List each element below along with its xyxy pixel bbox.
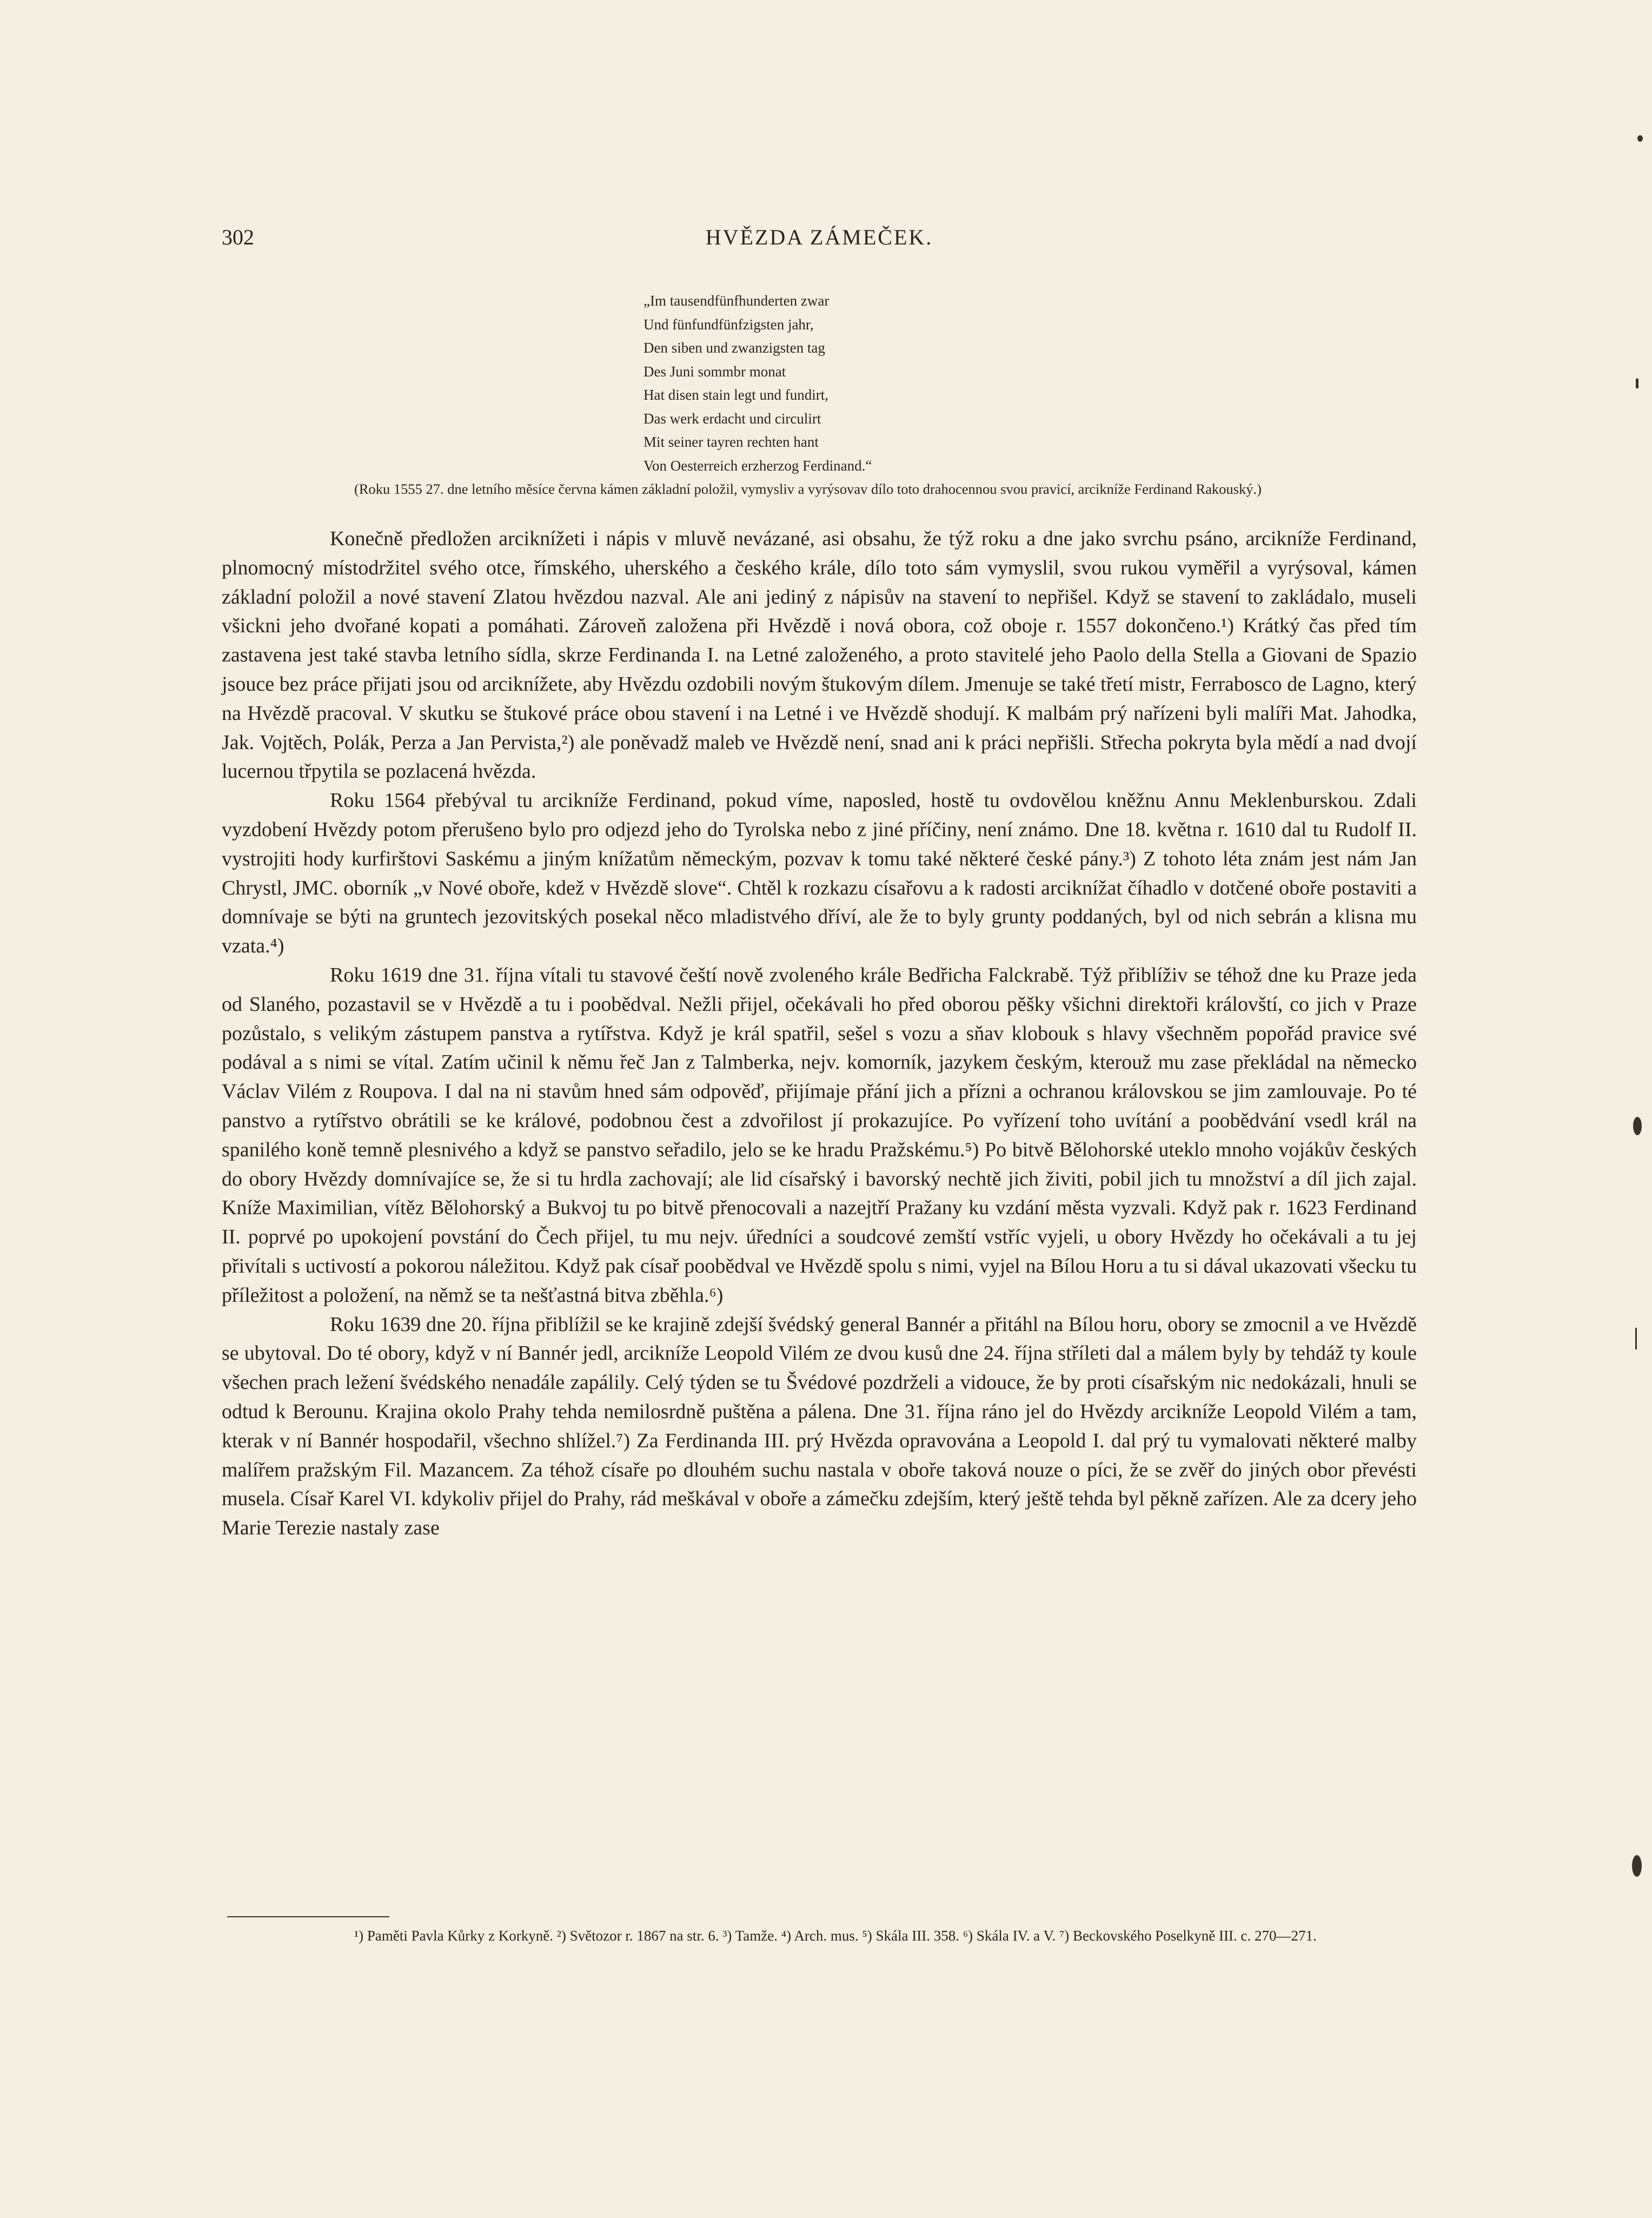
body-text <box>222 525 1417 1543</box>
paragraph: Konečně předložen arciknížeti i nápis v mluvě nevázané, asi obsahu, že týž roku a dne jako svrchu psáno, arcikníže Ferdinand, plnomocný místodržitel svého otce, římského, uherského a českého krále, dílo toto sám vymyslil, svou rukou vyměřil a vyrýsoval, kámen základní položil a nové stavení Zlatou hvězdou nazval. Ale ani jediný z nápisův na stavení to nepřišel. Když se stavení to zakládalo, museli všickni jeho dvořané kopati a pomáhati. Zároveň založena při Hvězdě i nová obora, což oboje r. 1557 dokončeno.¹) Krátký čas před tím zastavena jest také stavba letního sídla, skrze Ferdinanda I. na Letné založeného, a proto stavitelé jeho Paolo della Stella a Giovani de Spazio jsouce bez práce přijati jsou od arciknížete, aby Hvězdu ozdobili novým štukovým dílem. Jmenuje se také třetí mistr, Ferrabosco de Lagno, který na Hvězdě pracoval. V skutku se štukové práce obou stavení i na Letné i ve Hvězdě shodují. K malbám prý nařízeni byli malíři Mat. Jahodka, Jak. Vojtěch, Polák, Perza a Jan Pervista,²) ale poněvadž maleb ve Hvězdě není, snad ani k práci nepřišli. Střecha pokryta byla mědí a nad dvojí lucernou třpytila se pozlacená hvězda. <box>222 527 1417 783</box>
german-inscription-poem <box>643 289 1130 478</box>
paragraph: Roku 1564 přebýval tu arcikníže Ferdinand, pokud víme, naposled, hostě tu ovdovělou kněžnu Annu Meklenburskou. Zdali vyzdobení Hvězdy potom přerušeno bylo pro odjezd jeho do Tyrolska nebo z jiné příčiny, není známo. Dne 18. května r. 1610 dal tu Rudolf II. vystrojiti hody kurfirštovi Saskému a jiným knížatům německým, pozvav k tomu také některé české pány.³) Z tohoto léta znám jest nám Jan Chrystl, JMC. oborník „v Nové oboře, kdež v Hvězdě slove“. Chtěl k rozkazu císařovu a k radosti arciknížat číhadlo v dotčené oboře postaviti a domnívaje se býti na gruntech jezovitských posekal něco mladistvého dříví, ale že to byly grunty poddaných, byl od nich sebrán a klisna mu vzata.⁴) <box>222 789 1417 958</box>
poem-line: Von Oesterreich erzherzog Ferdinand.“ <box>643 457 872 474</box>
footnotes: ¹) Paměti Pavla Kůrky z Korkyně. ²) Světozor r. 1867 na str. 6. ³) Tamže. ⁴) Arch. mus. ⁵) Skála III. 358. ⁶) Skála IV. a V. ⁷) Beckovského Poselkyně III. c. 270—271. <box>354 1928 1317 1944</box>
poem-line: Das werk erdacht und circulirt <box>643 410 821 427</box>
page-number: 302 <box>222 225 254 249</box>
poem-line: Mit seiner tayren rechten hant <box>643 434 819 450</box>
inscription-translation: (Roku 1555 27. dne letního měsíce června kámen základní položil, vymysliv a vyrýsovav dílo toto drahocennou svou pravicí, arcikníže Ferdinand Rakouský.) <box>354 481 1262 497</box>
poem-line: Des Juni sommbr monat <box>643 363 786 380</box>
paragraph: Roku 1639 dne 20. října přiblížil se ke krajině zdejší švédský general Bannér a přitáhl na Bílou horu, obory se zmocnil a ve Hvězdě se ubytoval. Do té obory, když v ní Bannér jedl, arcikníže Leopold Vilém ze dvou kusů dne 24. října stříleti dal a málem byly by tehdáž ty koule všechen prach ležení švédského nenadále zapálily. Celý týden se tu Švédové pozdrželi a vidouce, že by proti císařským nic nedokázali, hnuli se odtud k Berounu. Krajina okolo Prahy tehda nemilosrdně puštěna a pálena. Dne 31. října ráno jel do Hvězdy arcikníže Leopold Vilém a tam, kterak v ní Bannér hospodařil, všechno shlížel.⁷) Za Ferdinanda III. prý Hvězda opravována a Leopold I. dal prý tu vymalovati některé malby malířem pražským Fil. Mazancem. Za téhož císaře po dlouhém suchu nastala v oboře taková nouze o píci, že se zvěř do jiných obor převésti musela. Císař Karel VI. kdykoliv přijel do Prahy, rád meškával v oboře a zámečku zdejším, který ještě tehda byl pěkně zařízen. Ale za dcery jeho Marie Terezie nastaly zase <box>222 1313 1417 1540</box>
margin-speck <box>1633 1117 1642 1135</box>
paragraph: Roku 1619 dne 31. října vítali tu stavové čeští nově zvoleného krále Bedřicha Falckrabě. Týž přiblíživ se téhož dne ku Praze jeda od Slaného, pozastavil se v Hvězdě a tu i poobědval. Nežli přijel, očekávali ho před oborou pěšky všichni direktoři královští, co jich v Praze pozůstalo, s velikým zástupem panstva a rytířstva. Když je král spatřil, sešel s vozu a sňav klobouk s hlavy všechněm popořád pravice své podával a s nimi se vítal. Zatím učinil k němu řeč Jan z Talmberka, nejv. komorník, jazykem českým, kterouž mu zase překládal na německo Václav Vilém z Roupova. I dal na ni stavům hned sám odpověď, přijímaje přání jich a přízni a ochranou královskou se jim zamlouvaje. Po té panstvo a rytířstvo obrátili se ke králové, podobnou čest a zdvořilost jí prokazujíce. Po vyřízení toho uvítání a poobědvání vsedl král na spanilého koně temně plesnivého a když se panstvo seřadilo, jelo se ke hradu Pražskému.⁵) Po bitvě Bělohorské uteklo mnoho vojákův českých do obory Hvězdy domnívajíce se, že si tu hrdla zachovají; ale lid císařský i bavorský nechtě jich živiti, pobil jich tu množství a díl jich zajal. Kníže Maximilian, vítěz Bělohorský a Bukvoj tu po bitvě přenocovali a nazejtří Pražany ku vzdání města vyzvali. Když pak r. 1623 Ferdinand II. poprvé po upokojení povstání do Čech přijel, tu mu nejv. úředníci a soudcové zemští vstříc vyjeli, u obory Hvězdy ho očekávali a tu jej přivítali s uctivostí a pokorou náležitou. Když pak císař poobědval ve Hvězdě spolu s nimi, vyjel na Bílou Horu a tu si dával ukazovati všecku tu příležitost a položení, na němž se ta nešťastná bitva zběhla.⁶) <box>222 963 1417 1307</box>
page-header <box>222 224 1417 262</box>
poem-line: Und fünfundfünfzigsten jahr, <box>643 316 814 333</box>
margin-speck <box>1636 379 1638 388</box>
margin-speck <box>1637 135 1643 142</box>
poem-line: Hat disen stain legt und fundirt, <box>643 387 828 403</box>
poem-line: Den siben und zwanzigsten tag <box>643 340 825 356</box>
margin-speck <box>1632 1855 1642 1877</box>
poem-line: „Im tausendfünfhunderten zwar <box>643 293 830 309</box>
margin-speck <box>1635 1328 1637 1349</box>
footnote-divider <box>227 1916 389 1917</box>
running-title: HVĚZDA ZÁMEČEK. <box>705 225 933 249</box>
